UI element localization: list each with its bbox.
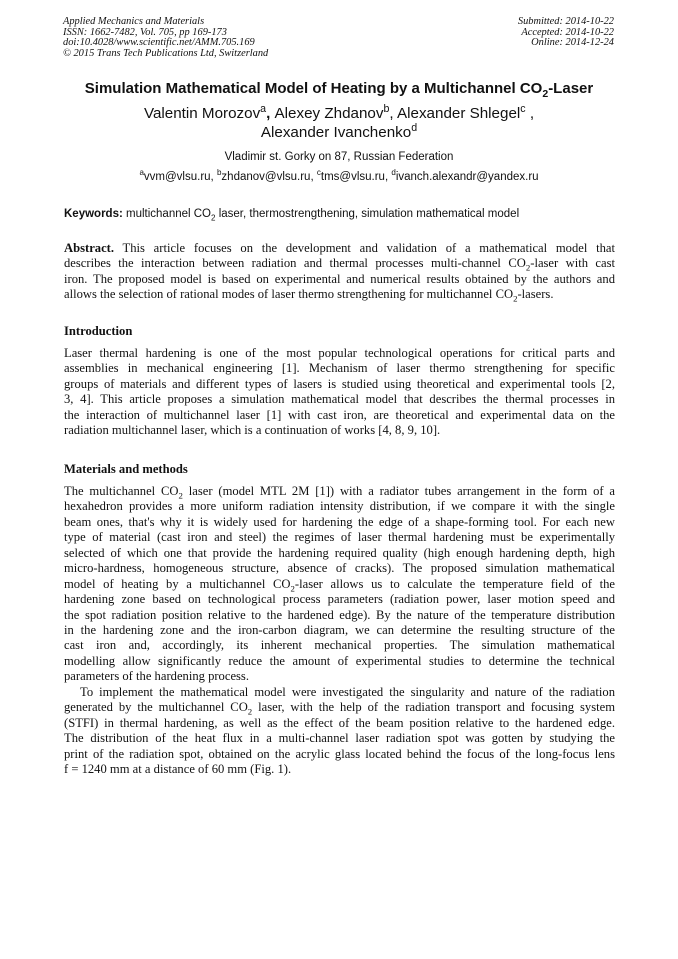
methods-paragraph-1: The multichannel $CO_2$ laser (model MTL 2M [1]) with a radiator tubes arrangement in the form of a hexahedron provides a more uniform radiation intensity distribution, if we compare it with the single beam ones, that's why it is widely used for hardening the edge of a shape-forming tool. For each new type of material (cast iron and steel) the regimes of laser thermal hardening must be experimentally selected of which one that provide the hardening required quality (high enough hardening depth, high micro-hardness, homogeneous structure, absence of cracks). The proposed simulation mathematical model of heating by a multichannel $CO_2$-laser allows us to calculate the temperature field of the hardening zone based on technological process parameters (radiation power, laser motion speed and the spot radiation position relative to the hardened edge). By the nature of the temperature distribution in the hardening zone and the iron-carbon diagram, we can determine the resulting structure of the cast iron and, accordingly, its inherent mechanical properties. The simulation mathematical modelling allow significantly reduce the amount of experimental studies to determine the technical parameters of the hardening process.: [64, 484, 615, 684]
paper-title: Simulation Mathematical Model of Heating by a Multichannel $CO_2$-Laser: [84, 80, 594, 100]
author-emails: $^a$vvm@vlsu.ru, $^b$zhdanov@vlsu.ru, $^c$tms@vlsu.ru, $^d$ivanch.alexandr@yandex.ru: [139, 168, 539, 183]
introduction-paragraph: Laser thermal hardening is one of the most popular technological operations for critical parts and assemblies in mechanical engineering [1]. Mechanism of laser thermo strengthening for specific groups of materials and different types of lasers is studied using theoretical and experimental tools [2, 3, 4]. This article proposes a simulation mathematical model that describes the thermal processes in the interaction of multichannel laser [1] with cast iron, are theoretical and experimental data on the radiation multichannel laser, which is a continuation of works [4, 8, 9, 10].: [64, 346, 615, 438]
author-name: Alexey Zhdanov: [274, 105, 384, 122]
keywords-label: Keywords:: [64, 208, 123, 220]
author-name: Valentin Morozov: [143, 105, 261, 122]
journal-info: [63, 17, 403, 59]
journal-copyright: © 2015 Trans Tech Publications Ltd, Switzerland: [63, 47, 269, 59]
author-name: Alexander Ivanchenko: [260, 124, 412, 141]
author-name: Alexander Shlegel: [397, 105, 521, 122]
methods-paragraph-2: To implement the mathematical model were investigated the singularity and nature of the radiation generated by the multichannel $CO_2$ laser, with the help of the radiation transport and focusing system (STFI) in thermal hardening, as well as the effect of the beam position relative to the hardened edge. The distribution of the heat flux in a multi-channel laser radiation spot was gotten by studying the print of the radiation spot, obtained on the acrylic glass located behind the focus of the long-focus lens f = 1240 mm at a distance of 60 mm (Fig. 1).: [64, 685, 615, 777]
online-date: Online: 2014-12-24: [531, 37, 614, 49]
affiliation: Vladimir st. Gorky on 87, Russian Federation: [224, 151, 454, 163]
journal-name: Applied Mechanics and Materials: [63, 16, 205, 27]
journal-issn: ISSN: 1662-7482, Vol. 705, pp 169-173: [63, 26, 227, 38]
section-heading-methods: Materials and methods: [64, 462, 188, 476]
author-list: Valentin Morozov$^a$, Alexey Zhdanov$^b$, Alexander Shlegel$^c$ , Alexander Ivanchenko$^d$: [143, 102, 535, 141]
submission-dates: [394, 17, 614, 49]
section-heading-introduction: Introduction: [64, 324, 133, 338]
keywords: Keywords: multichannel $CO_2$ laser, thermostrengthening, simulation mathematical model: [64, 208, 520, 223]
abstract-label: Abstract.: [64, 241, 115, 255]
submitted-date: Submitted: 2014-10-22: [517, 16, 614, 27]
journal-doi: doi:10.4028/www.scientific.net/AMM.705.169: [63, 37, 255, 49]
abstract: Abstract. This article focuses on the development and validation of a mathematical model that describes the interaction between radiation and thermal processes multi-channel $CO_2$-laser with cast iron. The proposed model is based on experimental and numerical results obtained by the authors and allows the selection of rational modes of laser thermo strengthening for multichannel $CO_2$-lasers.: [64, 241, 616, 304]
accepted-date: Accepted: 2014-10-22: [521, 26, 614, 38]
